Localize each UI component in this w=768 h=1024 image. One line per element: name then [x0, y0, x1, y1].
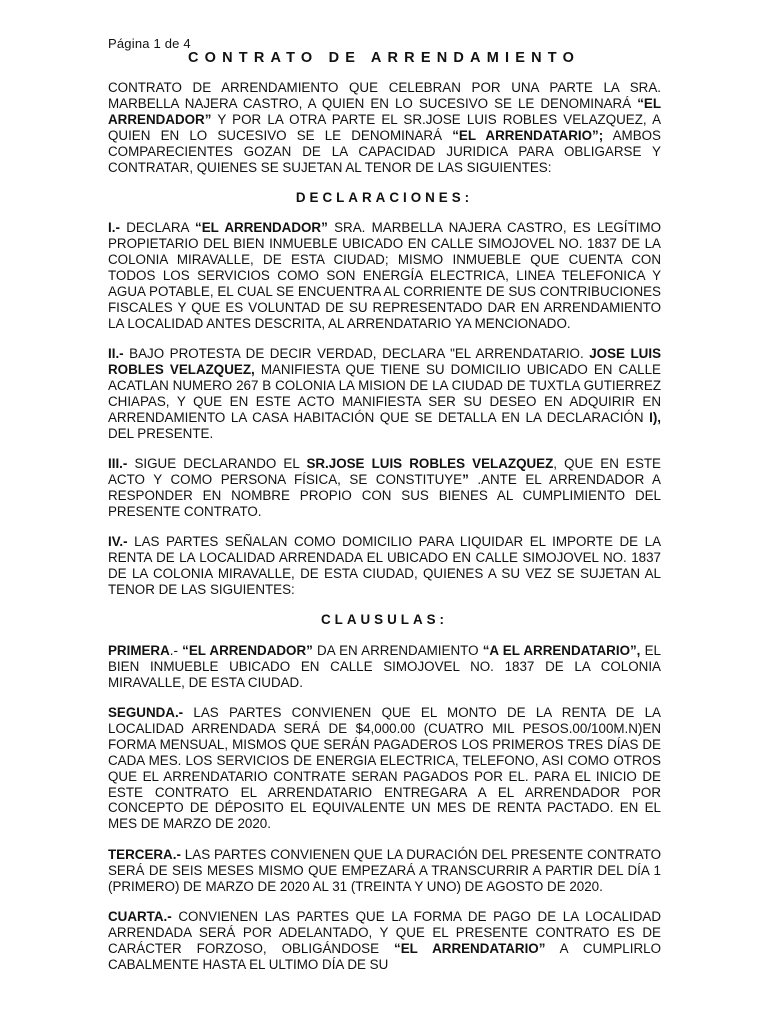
- text-run: Y POR LA OTRA PARTE EL SR.JOSE LUIS ROBLES VELAZQUEZ, A QUIEN EN LO SUCESIVO SE LE DENOMINARÁ: [108, 111, 661, 143]
- text-run: CONVIENEN LAS PARTES QUE LA FORMA DE PAGO DE LA LOCALIDAD ARRENDADA SERÁ POR ADELANTADO, Y QUE EL PRESENTE CONTRATO ES DE CARÁCTER FORZOSO, OBLIGÁNDOSE: [108, 908, 661, 956]
- text-run: CONTRATO DE ARRENDAMIENTO QUE CELEBRAN POR UNA PARTE LA SRA. MARBELLA NAJERA CASTRO, A QUIEN EN LO SUCESIVO SE LE DENOMINARÁ: [108, 80, 661, 111]
- text-run: DEL PRESENTE.: [108, 425, 214, 441]
- bold-text-run: III.-: [108, 456, 128, 472]
- bold-text-run: IV.-: [108, 534, 128, 550]
- declaraciones-heading: DECLARACIONES:: [295, 189, 474, 205]
- bold-text-run: II.-: [108, 346, 124, 362]
- clausulas-heading: CLAUSULAS:: [320, 612, 449, 628]
- bold-text-run: “EL ARRENDADOR”: [108, 95, 661, 127]
- clausula-primera: [108, 643, 661, 691]
- bold-text-run: CUARTA.-: [108, 908, 172, 924]
- clausula-tercera: [108, 847, 661, 895]
- bold-text-run: “A EL ARRENDATARIO”,: [482, 642, 641, 658]
- bold-text-run: “EL ARRENDATARIO”: [394, 940, 546, 956]
- text-run: MANIFIESTA QUE TIENE SU DOMICILIO UBICADO EN CALLE ACATLAN NUMERO 267 B COLONIA LA MISION DE LA CIUDAD DE TUXTLA GUTIERREZ CHIAPAS, Y QUE EN ESTE ACTO MANIFIESTA SER SU DESEO EN ADQUIRIR EN ARRENDAMIENTO LA CASA HABITACIÓN QUE SE DETALLA EN LA DECLARACIÓN: [108, 362, 661, 425]
- document-body: [108, 80, 661, 987]
- text-run: LAS PARTES CONVIENEN QUE LA DURACIÓN DEL PRESENTE CONTRATO SERÁ DE SEIS MESES MISMO QUE EMPEZARÁ A TRANSCURRIR A PARTIR DEL DÍA 1 (PRIMERO) DE MARZO DE 2020 AL 31 (TREINTA Y UNO) DE AGOSTO DE 2020.: [108, 846, 661, 894]
- text-run: A CUMPLIRLO CABALMENTE HASTA EL ULTIMO DÍA DE SU: [108, 940, 661, 972]
- declaracion-1: [108, 220, 661, 331]
- text-run: EL BIEN INMUEBLE UBICADO EN CALLE SIMOJOVEL NO. 1837 DE LA COLONIA MIRAVALLE, DE ESTA CIUDAD.: [108, 642, 661, 690]
- bold-text-run: I.-: [108, 220, 120, 236]
- clausula-segunda: [108, 705, 661, 832]
- bold-text-run: PRIMERA: [108, 642, 170, 658]
- bold-text-run: “EL ARRENDADOR”: [195, 220, 328, 236]
- declaracion-4: [108, 534, 661, 598]
- text-run: LAS PARTES CONVIENEN QUE EL MONTO DE LA RENTA DE LA LOCALIDAD ARRENDADA SERÁ DE $4,000.00 (CUATRO MIL PESOS.00/100M.N)EN FORMA MENSUAL, MISMOS QUE SERÁN PAGADEROS LOS PRIMEROS TRES DÍAS DE CADA MES. LOS SERVICIOS DE ENERGIA ELECTRICA, TELEFONO, ASI COMO OTROS QUE EL ARRENDATARIO CONTRATE SERAN PAGADOS POR EL. PARA EL INICIO DE ESTE CONTRATO EL ARRENDATARIO ENTREGARA A EL ARRENDADOR POR CONCEPTO DE DÉPOSITO EL EQUIVALENTE UN MES DE RENTA PACTADO. EN EL MES DE MARZO DE 2020.: [108, 705, 661, 832]
- bold-text-run: ”: [462, 472, 469, 488]
- document-title: CONTRATO DE ARRENDAMIENTO: [187, 50, 581, 66]
- text-run: , QUE EN ESTE ACTO Y COMO PERSONA FÍSICA, SE CONSTITUYE: [108, 456, 661, 488]
- text-run: LAS PARTES SEÑALAN COMO DOMICILIO PARA LIQUIDAR EL IMPORTE DE LA RENTA DE LA LOCALIDAD ARRENDADA EL UBICADO EN CALLE SIMOJOVEL NO. 1837 DE LA COLONIA MIRAVALLE, DE ESTA CIUDAD, QUIENES A SU VEZ SE SUJETAN AL TENOR DE LAS SIGUIENTES:: [108, 534, 661, 597]
- text-run: .-: [169, 642, 183, 658]
- bold-text-run: I),: [649, 409, 661, 425]
- bold-text-run: “EL ARRENDATARIO”;: [452, 127, 604, 143]
- clausula-cuarta: [108, 909, 661, 973]
- declaracion-2: [108, 346, 661, 441]
- bold-text-run: SR.JOSE LUIS ROBLES VELAZQUEZ: [306, 456, 554, 472]
- page-number: Página 1 de 4: [108, 36, 191, 51]
- text-run: BAJO PROTESTA DE DECIR VERDAD, DECLARA "EL ARRENDATARIO.: [123, 346, 590, 362]
- text-run: SIGUE DECLARANDO EL: [127, 456, 307, 472]
- bold-text-run: TERCERA.-: [108, 846, 181, 862]
- bold-text-run: JOSE LUIS ROBLES VELAZQUEZ,: [108, 346, 662, 378]
- text-run: DA EN ARRENDAMIENTO: [312, 642, 483, 658]
- text-run: AMBOS COMPARECIENTES GOZAN DE LA CAPACIDAD JURIDICA PARA OBLIGARSE Y CONTRATAR, QUIENES SE SUJETAN AL TENOR DE LAS SIGUIENTES:: [108, 127, 661, 175]
- text-run: DECLARA: [119, 220, 196, 236]
- text-run: SRA. MARBELLA NAJERA CASTRO, ES LEGÍTIMO PROPIETARIO DEL BIEN INMUEBLE UBICADO EN CALLE SIMOJOVEL NO. 1837 DE LA COLONIA MIRAVALLE, DE ESTA CIUDAD; MISMO INMUEBLE QUE CUENTA CON TODOS LOS SERVICIOS COMO SON ENERGÍA ELECTRICA, LINEA TELEFONICA Y AGUA POTABLE, EL CUAL SE ENCUENTRA AL CORRIENTE DE SUS CONTRIBUCIONES FISCALES Y QUE ES VOLUNTAD DE SU REPRESENTADO DAR EN ARRENDAMIENTO LA LOCALIDAD ANTES DESCRITA, AL ARRENDATARIO YA MENCIONADO.: [108, 220, 661, 331]
- bold-text-run: “EL ARRENDADOR”: [182, 642, 313, 658]
- intro-paragraph: [108, 80, 661, 175]
- bold-text-run: SEGUNDA.-: [108, 705, 184, 720]
- text-run: .ANTE EL ARRENDADOR A RESPONDER EN NOMBRE PROPIO CON SUS BIENES AL CUMPLIMIENTO DEL PRESENTE CONTRATO.: [108, 472, 661, 519]
- declaracion-3: [108, 456, 661, 520]
